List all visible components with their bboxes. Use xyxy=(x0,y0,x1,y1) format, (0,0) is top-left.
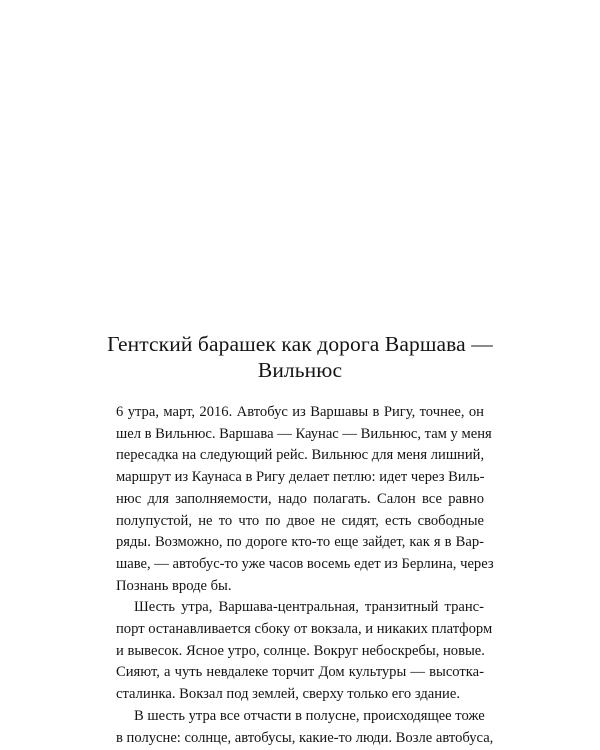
text-line: Сияют, а чуть невдалеке торчит Дом культуры — высотка- xyxy=(116,664,484,681)
text-line: нюс для заполняемости, надо полагать. Салон все равно xyxy=(116,490,484,507)
text-line: порт останавливается сбоку от вокзала, и никаких платформ xyxy=(116,621,493,638)
text-line: ряды. Возможно, по дороге кто-то еще зайдет, как я в Вар- xyxy=(116,534,484,551)
text-line: Познань вроде бы. xyxy=(116,577,232,594)
text-line: шел в Вильнюс. Варшава — Каунас — Вильнюс, там у меня xyxy=(116,425,492,442)
text-line: и вывесок. Ясное утро, солнце. Вокруг небоскребы, новые. xyxy=(116,642,485,659)
text-line: маршрут из Каунаса в Ригу делает петлю: идет через Виль- xyxy=(116,469,485,486)
chapter-title xyxy=(100,331,500,383)
text-line: в полусне: солнце, автобусы, какие-то люди. Возле автобуса, xyxy=(116,729,494,746)
chapter-title-line-1: Гентский барашек как дорога Варшава — xyxy=(107,332,493,356)
body-text xyxy=(116,402,494,749)
text-line: шаве, — автобус-то уже часов восемь едет из Берлина, через xyxy=(116,555,494,572)
text-line: В шесть утра все отчасти в полусне, происходящее тоже xyxy=(134,707,485,724)
text-line: Шесть утра, Варшава-центральная, транзитный транс- xyxy=(134,599,484,616)
text-line: пересадка на следующий рейс. Вильнюс для меня лишний, xyxy=(116,447,485,464)
text-line: сталинка. Вокзал под землей, сверху только его здание. xyxy=(116,686,460,703)
chapter-title-line-2: Вильнюс xyxy=(257,358,343,382)
text-line: 6 утра, март, 2016. Автобус из Варшавы в Ригу, точнее, он xyxy=(116,404,484,420)
text-line: полупустой, не то что по двое не сидят, есть свободные xyxy=(116,512,484,529)
